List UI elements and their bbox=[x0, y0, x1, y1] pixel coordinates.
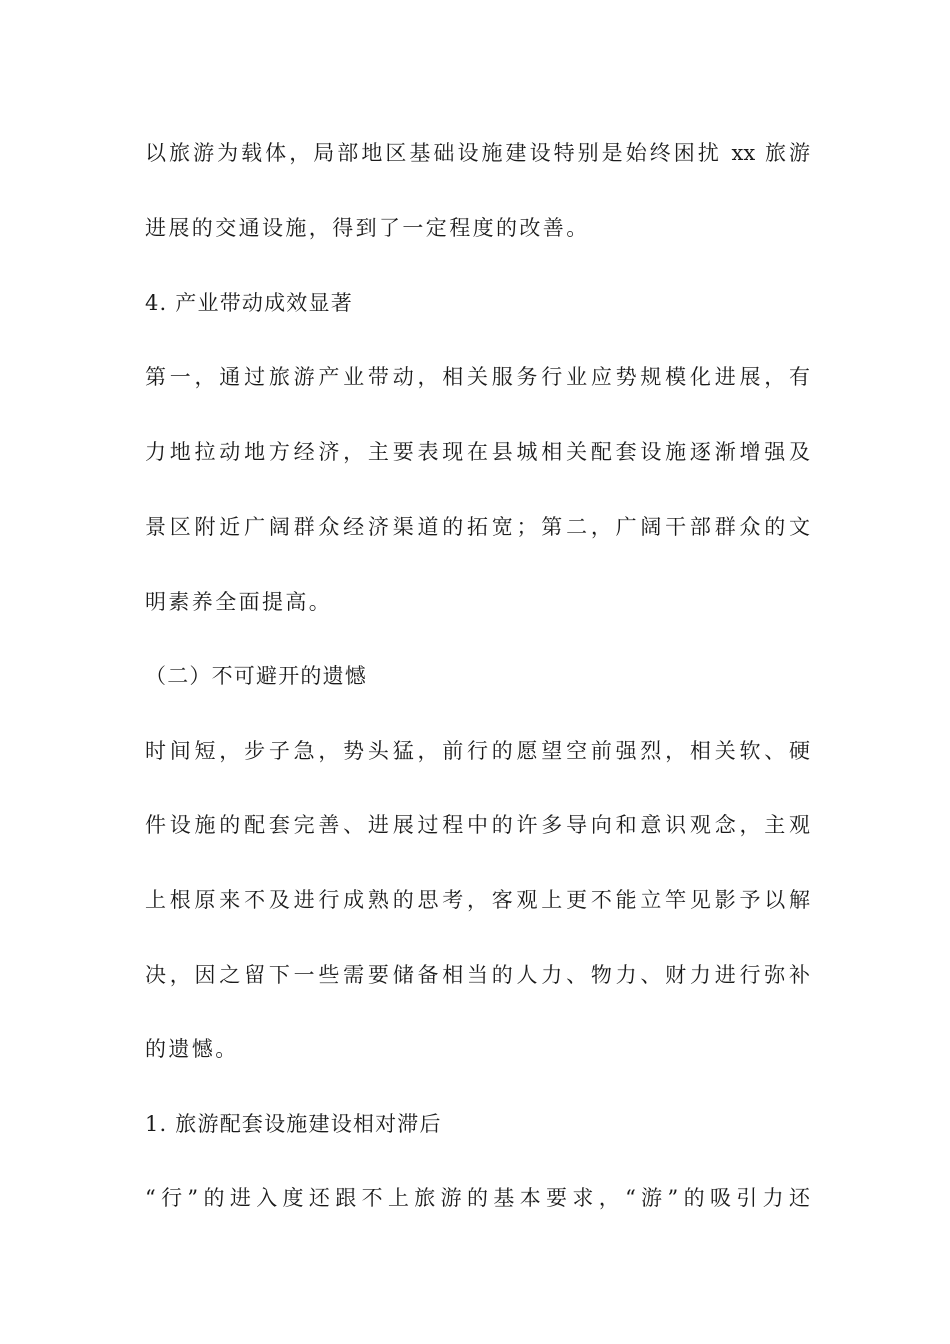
paragraph-line: 力地拉动地方经济，主要表现在县城相关配套设施逐渐增强及 bbox=[145, 440, 810, 464]
paragraph-line: 件设施的配套完善、进展过程中的许多导向和意识观念，主观 bbox=[145, 813, 810, 837]
paragraph-line: 进展的交通设施，得到了一定程度的改善。 bbox=[145, 216, 590, 240]
paragraph-line: 上根原来不及进行成熟的思考，客观上更不能立竿见影予以解 bbox=[145, 888, 810, 912]
section-heading: 4. 产业带动成效显著 bbox=[145, 291, 353, 315]
section-heading: 1. 旅游配套设施建设相对滞后 bbox=[145, 1112, 442, 1136]
paragraph-line: 明素养全面提高。 bbox=[145, 590, 333, 614]
paragraph-line: 的遗憾。 bbox=[145, 1037, 239, 1061]
paragraph-line: 决，因之留下一些需要储备相当的人力、物力、财力进行弥补 bbox=[145, 963, 810, 987]
paragraph-line: 景区附近广阔群众经济渠道的拓宽；第二，广阔干部群众的文 bbox=[145, 515, 810, 539]
paragraph-line: “行”的进入度还跟不上旅游的基本要求，“游”的吸引力还 bbox=[145, 1186, 810, 1210]
paragraph-line: 以旅游为载体，局部地区基础设施建设特别是始终困扰 xx 旅游 bbox=[145, 141, 810, 165]
paragraph-line: 时间短，步子急，势头猛，前行的愿望空前强烈，相关软、硬 bbox=[145, 739, 810, 763]
section-heading: （二）不可避开的遗憾 bbox=[145, 664, 367, 688]
paragraph-line: 第一，通过旅游产业带动，相关服务行业应势规模化进展，有 bbox=[145, 365, 810, 389]
